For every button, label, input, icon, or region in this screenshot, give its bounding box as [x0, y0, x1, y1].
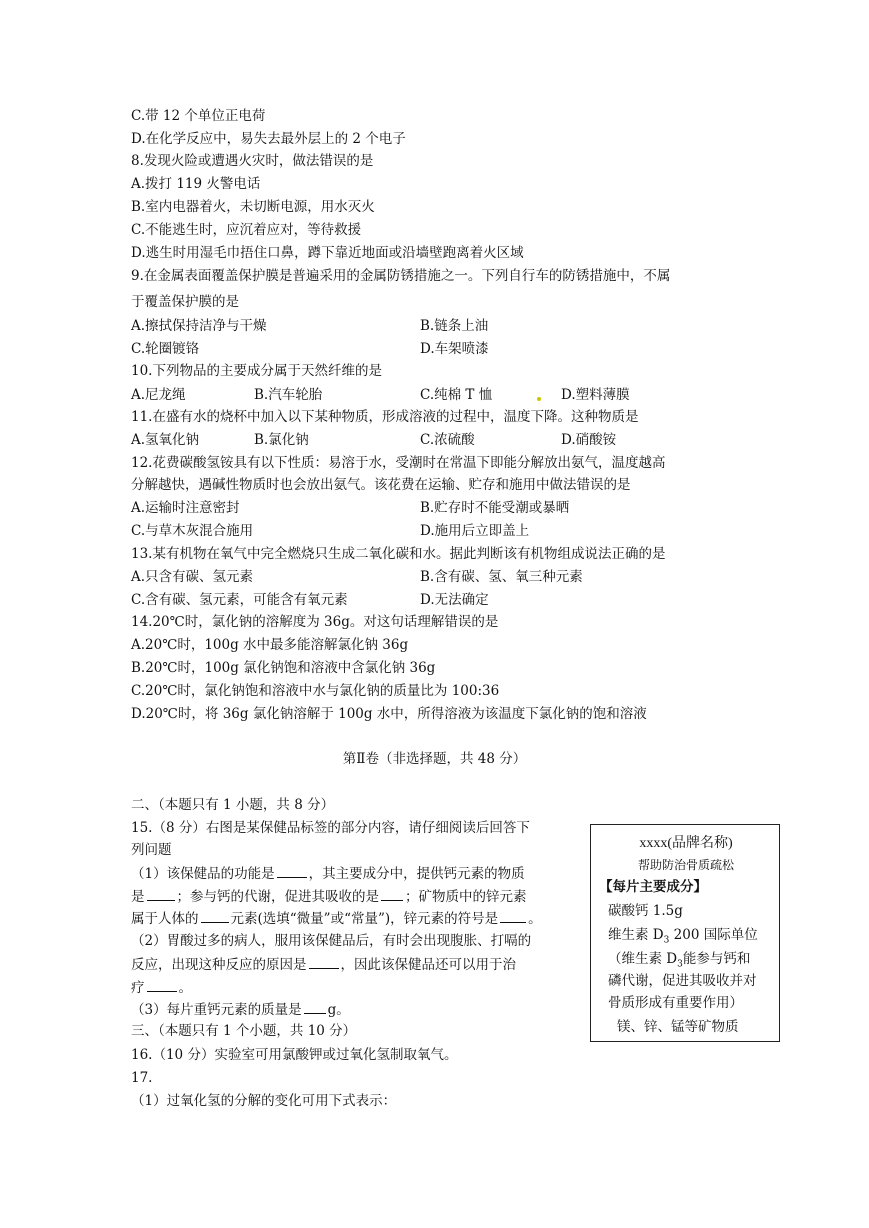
q15-part-1-line-1: （1）该保健品的功能是 ，其主要成分中，提供钙元素的物质 [131, 863, 525, 883]
q12-option-a: A.运输时注意密封 [131, 500, 240, 516]
answer-blank-absorption[interactable] [381, 886, 403, 901]
answer-blank-element-type[interactable] [201, 908, 229, 923]
q15-part-2-line-3: 疗 。 [131, 977, 192, 997]
section-2-title: 第Ⅱ卷（非选择题，共 48 分） [342, 751, 527, 767]
q13-option-c: C.含有碳、氢元素，可能含有氧元素 [131, 592, 348, 608]
question-9-cont: 于覆盖保护膜的是 [131, 294, 239, 310]
q13-option-d: D.无法确定 [420, 592, 489, 608]
q10-option-c: C.纯棉 T 恤 [420, 387, 493, 403]
label-heading: 【每片主要成分】 [599, 879, 707, 895]
question-13: 13.某有机物在氧气中完全燃烧只生成二氧化碳和水。据此判断该有机物组成说法正确的是 [131, 546, 666, 562]
label-vitamin-d: 维生素 $D_3$ 200 国际单位 [608, 927, 758, 946]
q10-option-d: D.塑料薄膜 [561, 387, 630, 403]
q14-option-c: C.20℃时，氯化钠饱和溶液中水与氯化钠的质量比为 100:36 [131, 683, 500, 699]
answer-blank-calcium-mass[interactable] [304, 999, 326, 1014]
label-note-line-2: 磷代谢，促进其吸收并对 [608, 973, 757, 989]
question-8: 8.发现火险或遭遇火灾时，做法错误的是 [131, 153, 374, 169]
q10-option-a: A.尼龙绳 [131, 387, 186, 403]
label-note-line-1: （维生素 $D_3$能参与钙和 [608, 951, 751, 970]
part-2-heading: 二、（本题只有 1 小题，共 8 分） [131, 797, 335, 813]
answer-blank-treatment[interactable] [147, 977, 177, 992]
q11-option-b: B.氯化钠 [254, 432, 309, 448]
q12-option-d: D.施用后立即盖上 [420, 523, 530, 539]
q11-option-d: D.硝酸铵 [561, 432, 617, 448]
q11-option-c: C.浓硫酸 [420, 432, 475, 448]
q9-option-b: B.链条上油 [420, 318, 489, 334]
label-note-line-3: 骨质形成有重要作用） [608, 995, 743, 1011]
answer-blank-reason[interactable] [309, 954, 339, 969]
question-12-cont: 分解越快，遇碱性物质时也会放出氨气。该花费在运输、贮存和施用中做法错误的是 [131, 477, 631, 493]
question-9: 9.在金属表面覆盖保护膜是普遍采用的金属防锈措施之一。下列自行车的防锈措施中，不属 [131, 268, 671, 284]
answer-blank-zinc-symbol[interactable] [500, 908, 526, 923]
q9-option-a: A.擦拭保持洁净与干燥 [131, 318, 267, 334]
option-c: C.带 12 个单位正电荷 [131, 108, 266, 124]
q12-option-c: C.与草木灰混合施用 [131, 523, 254, 539]
stray-dot [537, 397, 541, 401]
option-d: D.在化学反应中，易失去最外层上的 2 个电子 [131, 131, 406, 147]
q12-option-b: B.贮存时不能受潮或暴晒 [420, 500, 570, 516]
label-calcium: 碳酸钙 1.5g [608, 903, 683, 919]
question-12: 12.花费碳酸氢铵具有以下性质：易溶于水，受潮时在常温下即能分解放出氨气，温度越高 [131, 455, 666, 471]
q14-option-a: A.20℃时，100g 水中最多能溶解氯化钠 36g [131, 637, 409, 653]
q15-part-1-line-3: 属于人体的 元素(选填“微量”或“常量”)，锌元素的符号是 。 [131, 908, 542, 928]
question-11: 11.在盛有水的烧杯中加入以下某种物质，形成溶液的过程中，温度下降。这种物质是 [131, 409, 639, 425]
q8-option-a: A.拨打 119 火警电话 [131, 176, 261, 192]
q13-option-b: B.含有碳、氢、氧三种元素 [420, 569, 583, 585]
q8-option-c: C.不能逃生时，应沉着应对，等待救援 [131, 222, 362, 238]
q15-part-2-line-2: 反应，出现这种反应的原因是 ，因此该保健品还可以用于治 [131, 954, 516, 974]
q10-option-b: B.汽车轮胎 [254, 387, 323, 403]
q11-option-a: A.氢氧化钠 [131, 432, 200, 448]
answer-blank-function[interactable] [277, 863, 307, 878]
label-minerals: 镁、锌、锰等矿物质 [617, 1019, 739, 1035]
question-15-cont: 列问题 [131, 842, 172, 858]
q15-part-3: （3）每片重钙元素的质量是 g。 [131, 999, 350, 1019]
question-10: 10.下列物品的主要成分属于天然纤维的是 [131, 363, 382, 379]
part-3-heading: 三、（本题只有 1 个小题，共 10 分） [131, 1023, 357, 1039]
q8-option-d: D.逃生时用湿毛巾捂住口鼻，蹲下靠近地面或沿墙壁跑离着火区域 [131, 245, 524, 261]
question-15: 15.（8 分）右图是某保健品标签的部分内容，请仔细阅读后回答下 [131, 820, 530, 836]
q14-option-b: B.20℃时，100g 氯化钠饱和溶液中含氯化钠 36g [131, 660, 436, 676]
question-17-part-1: （1）过氧化氢的分解的变化可用下式表示： [131, 1093, 397, 1109]
q9-option-d: D.车架喷漆 [420, 341, 489, 357]
q13-option-a: A.只含有碳、氢元素 [131, 569, 254, 585]
q15-part-1-line-2: 是 ；参与钙的代谢，促进其吸收的是 ；矿物质中的锌元素 [131, 886, 527, 906]
q9-option-c: C.轮圈镀铬 [131, 341, 200, 357]
q15-part-2-line-1: （2）胃酸过多的病人，服用该保健品后，有时会出现腹胀、打嗝的 [131, 933, 532, 949]
question-14: 14.20℃时，氯化钠的溶解度为 36g。对这句话理解错误的是 [131, 614, 499, 630]
supplement-label-box [590, 824, 780, 1042]
q8-option-b: B.室内电器着火，未切断电源，用水灭火 [131, 199, 375, 215]
q14-option-d: D.20℃时，将 36g 氯化钠溶解于 100g 水中，所得溶液为该温度下氯化钠的饱和溶液 [131, 706, 647, 722]
question-16: 16.（10 分）实验室可用氯酸钾或过氧化氢制取氧气。 [131, 1047, 458, 1063]
label-brand: xxxx(品牌名称) [639, 836, 733, 851]
answer-blank-calcium-source[interactable] [147, 886, 175, 901]
question-17: 17. [131, 1070, 153, 1086]
label-function: 帮助防治骨质疏松 [637, 858, 734, 872]
